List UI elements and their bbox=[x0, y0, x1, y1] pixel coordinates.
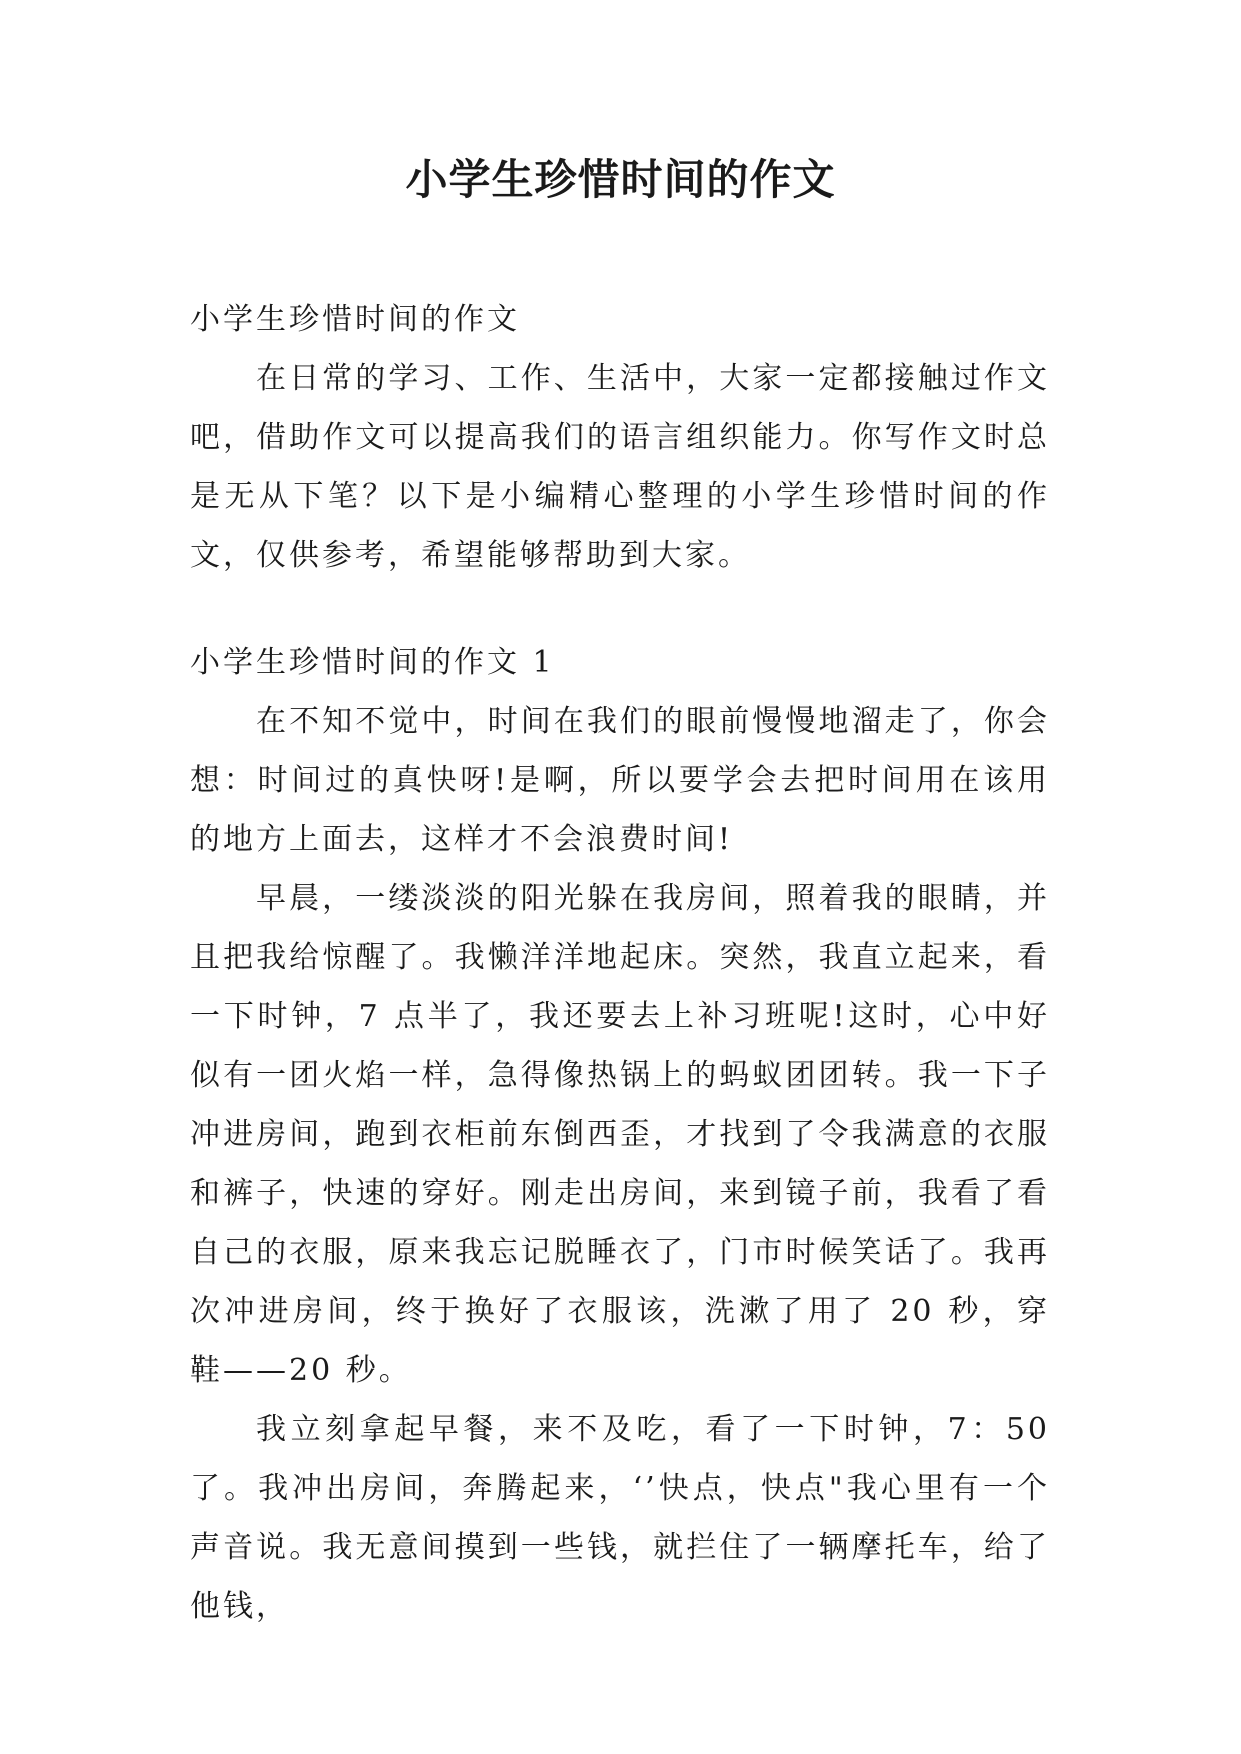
intro-paragraph: 在日常的学习、工作、生活中，大家一定都接触过作文吧，借助作文可以提高我们的语言组织能力。你写作文时总是无从下笔？以下是小编精心整理的小学生珍惜时间的作文，仅供参考，希望能够帮助到大家。 bbox=[190, 361, 1050, 573]
essay-1-paragraph: 在不知不觉中，时间在我们的眼前慢慢地溜走了，你会想：时间过的真快呀!是啊，所以要学会去把时间用在该用的地方上面去，这样才不会浪费时间! bbox=[190, 704, 1050, 857]
essay-1-paragraph: 早晨，一缕淡淡的阳光躲在我房间，照着我的眼睛，并且把我给惊醒了。我懒洋洋地起床。突然，我直立起来，看一下时钟，7 点半了，我还要去上补习班呢!这时，心中好似有一团火焰一样，急得像热锅上的蚂蚁团团转。我一下子冲进房间，跑到衣柜前东倒西歪，才找到了令我满意的衣服和裤子，快速的穿好。刚走出房间，来到镜子前，我看了看自己的衣服，原来我忘记脱睡衣了，门市时候笑话了。我再次冲进房间，终于换好了衣服该，洗漱了用了 20 秒，穿鞋——20 秒。 bbox=[190, 881, 1050, 1388]
essay-1-heading: 小学生珍惜时间的作文 1 bbox=[190, 645, 555, 680]
document-body bbox=[190, 290, 1050, 1636]
document-title: 小学生珍惜时间的作文 bbox=[405, 155, 836, 204]
intro-heading: 小学生珍惜时间的作文 bbox=[190, 302, 520, 337]
essay-1-paragraph: 我立刻拿起早餐，来不及吃，看了一下时钟，7：50 了。我冲出房间，奔腾起来，‘’快点，快点"我心里有一个声音说。我无意间摸到一些钱，就拦住了一辆摩托车，给了他钱， bbox=[190, 1412, 1050, 1624]
section-spacer bbox=[190, 585, 1050, 633]
